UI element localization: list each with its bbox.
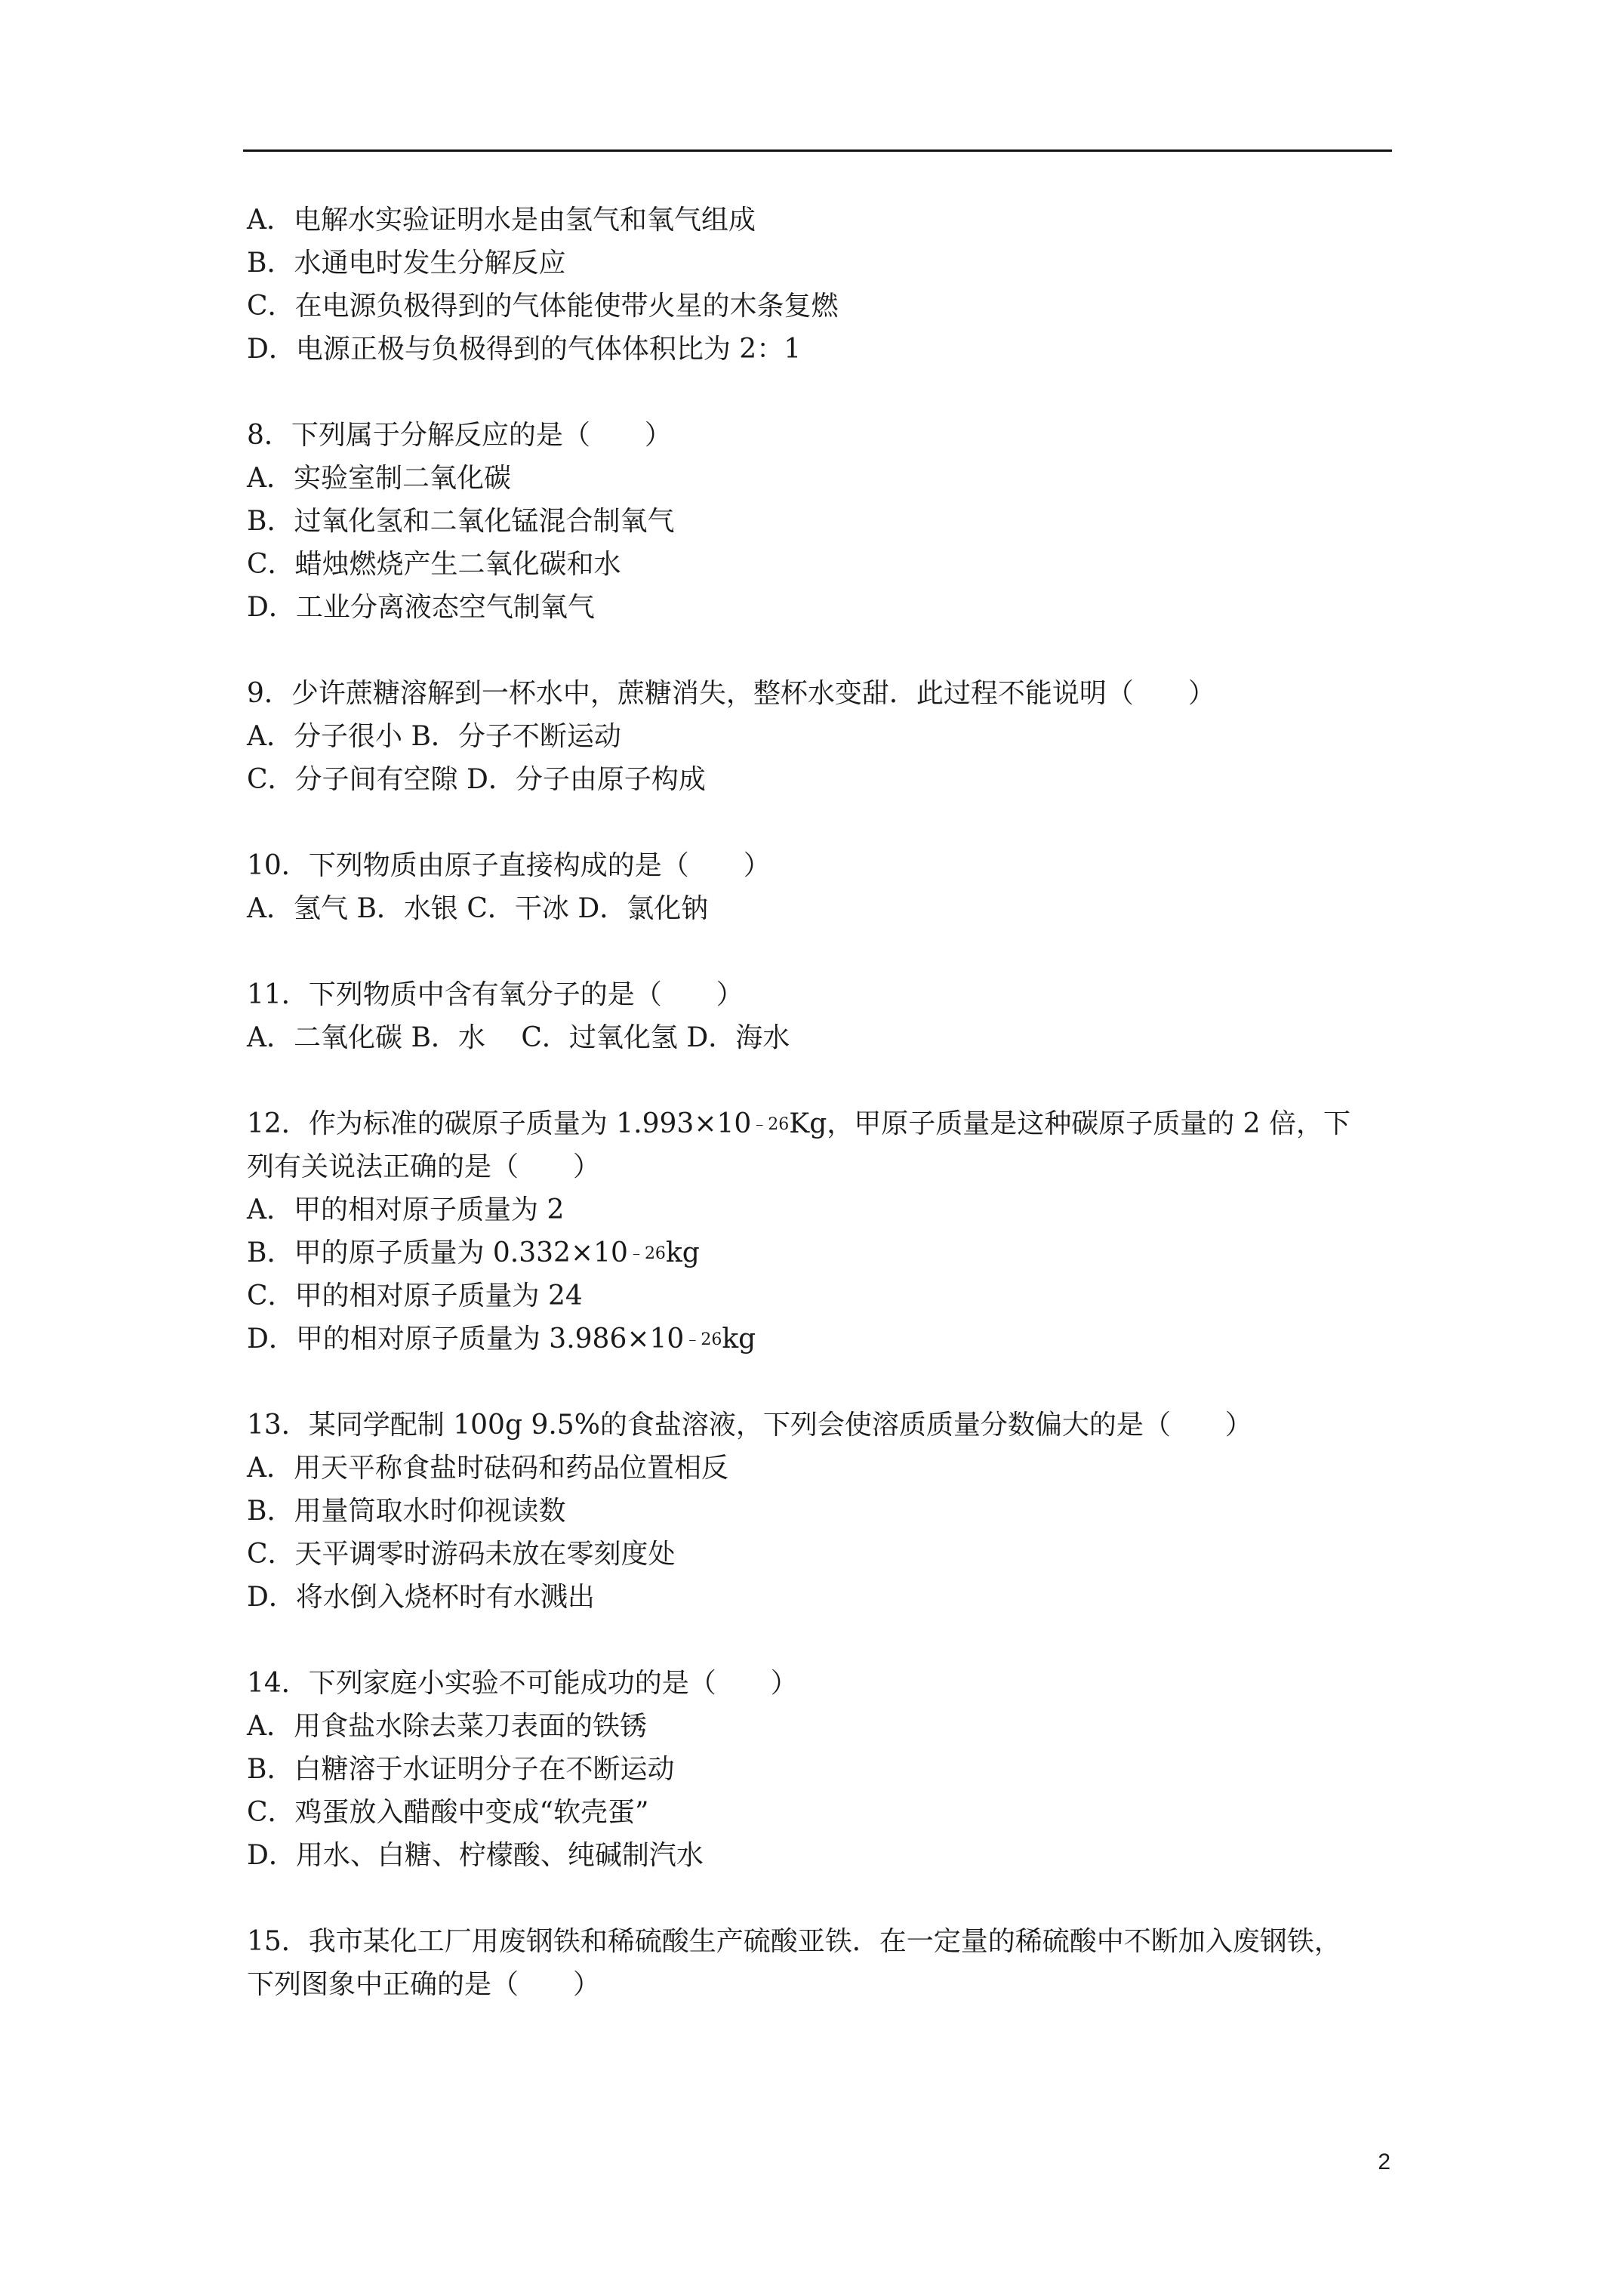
q12-option-b-exponent: ﹣26 [627, 1244, 666, 1263]
q7-option-b: B．水通电时发生分解反应 [247, 248, 566, 279]
header-rule [243, 149, 1392, 152]
q13-stem: 13．某同学配制 100g 9.5%的食盐溶液，下列会使溶质质量分数偏大的是（ ） [247, 1410, 1252, 1441]
q12-stem-line2: 列有关说法正确的是（ ） [247, 1151, 601, 1182]
q13-option-a: A．用天平称食盐时砝码和药品位置相反 [247, 1453, 728, 1484]
q12-option-d-part1: D．甲的相对原子质量为 3.986×10 [247, 1324, 685, 1354]
q12-option-b [247, 1237, 700, 1270]
q14-option-c: C．鸡蛋放入醋酸中变成“软壳蛋” [247, 1797, 649, 1828]
q13-option-b: B．用量筒取水时仰视读数 [247, 1496, 566, 1527]
q12-stem-part2: Kg，甲原子质量是这种碳原子质量的 2 倍，下 [789, 1108, 1351, 1139]
q12-stem-part1: 12．作为标准的碳原子质量为 1.993×10 [247, 1108, 752, 1139]
q12-option-c: C．甲的相对原子质量为 24 [247, 1281, 583, 1311]
q8-option-d: D．工业分离液态空气制氧气 [247, 592, 595, 623]
q10-options: A．氢气 B．水银 C．干冰 D．氯化钠 [247, 893, 709, 924]
q8-stem: 8．下列属于分解反应的是（ ） [247, 420, 672, 451]
q7-option-d: D．电源正极与负极得到的气体体积比为 2：1 [247, 334, 802, 365]
q12-option-d-exponent: ﹣26 [684, 1330, 722, 1349]
q12-option-a: A．甲的相对原子质量为 2 [247, 1194, 565, 1225]
page-number: 2 [1378, 2150, 1390, 2174]
q14-stem: 14．下列家庭小实验不可能成功的是（ ） [247, 1668, 798, 1699]
q10-stem: 10．下列物质由原子直接构成的是（ ） [247, 850, 771, 881]
q11-stem: 11．下列物质中含有氧分子的是（ ） [247, 979, 744, 1010]
q11-options: A．二氧化碳 B．水 C．过氧化氢 D．海水 [247, 1022, 790, 1053]
q9-stem: 9．少许蔗糖溶解到一杯水中，蔗糖消失，整杯水变甜．此过程不能说明（ ） [247, 678, 1215, 709]
q12-option-d [247, 1323, 756, 1356]
q12-option-b-part1: B．甲的原子质量为 0.332×10 [247, 1237, 628, 1268]
q14-option-d: D．用水、白糖、柠檬酸、纯碱制汽水 [247, 1840, 704, 1871]
q8-option-a: A．实验室制二氧化碳 [247, 463, 511, 494]
q7-option-a: A．电解水实验证明水是由氢气和氧气组成 [247, 205, 756, 236]
q7-option-c: C．在电源负极得到的气体能使带火星的木条复燃 [247, 291, 839, 322]
q14-option-b: B．白糖溶于水证明分子在不断运动 [247, 1754, 675, 1785]
q13-option-d: D．将水倒入烧杯时有水溅出 [247, 1582, 595, 1613]
q12-option-d-part2: kg [722, 1324, 756, 1354]
q8-option-c: C．蜡烛燃烧产生二氧化碳和水 [247, 549, 621, 580]
q8-option-b: B．过氧化氢和二氧化锰混合制氧气 [247, 506, 675, 537]
q14-option-a: A．用食盐水除去菜刀表面的铁锈 [247, 1711, 647, 1742]
q15-stem-line2: 下列图象中正确的是（ ） [247, 1969, 601, 2000]
q12-stem-exponent: ﹣26 [751, 1115, 790, 1134]
q15-stem-line1: 15．我市某化工厂用废钢铁和稀硫酸生产硫酸亚铁．在一定量的稀硫酸中不断加入废钢铁， [247, 1926, 1341, 1957]
q13-option-c: C．天平调零时游码未放在零刻度处 [247, 1539, 676, 1570]
q9-options-ab: A．分子很小 B．分子不断运动 [247, 721, 621, 752]
q12-stem-line1 [247, 1108, 1350, 1141]
q9-options-cd: C．分子间有空隙 D．分子由原子构成 [247, 764, 706, 795]
q12-option-b-part2: kg [665, 1237, 700, 1268]
